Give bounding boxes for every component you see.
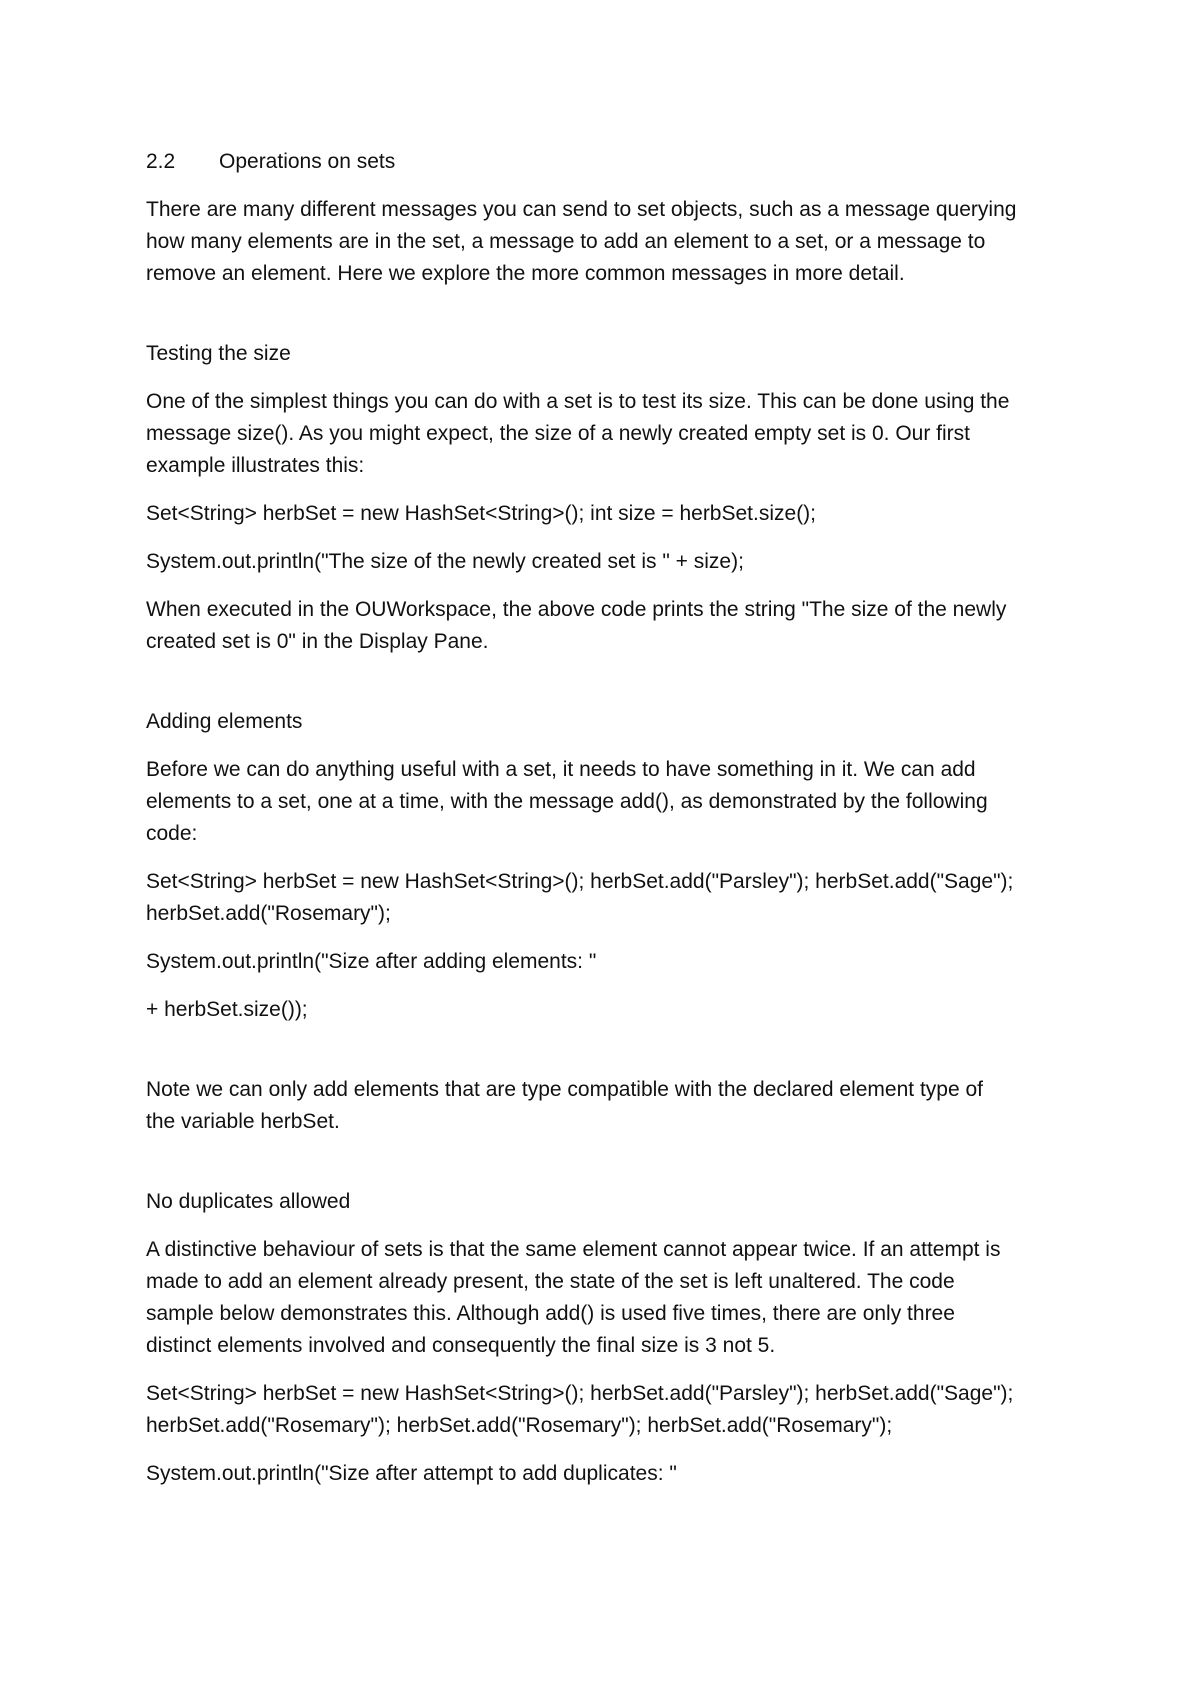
subheading-adding-elements: Adding elements	[146, 710, 303, 733]
subheading-no-duplicates: No duplicates allowed	[146, 1190, 351, 1213]
code-line: herbSet.add("Rosemary");	[146, 902, 391, 925]
intro-paragraph	[146, 194, 1071, 290]
paragraph-line: the variable herbSet.	[146, 1110, 340, 1133]
paragraph-line: example illustrates this:	[146, 454, 365, 477]
subheading-testing-size: Testing the size	[146, 342, 291, 365]
adding-code-block	[146, 866, 1071, 930]
paragraph-line: A distinctive behaviour of sets is that the same element cannot appear twice. If an attempt is	[146, 1238, 1001, 1261]
paragraph-line: elements to a set, one at a time, with the message add(), as demonstrated by the following	[146, 790, 988, 813]
section-title: Operations on sets	[219, 150, 396, 173]
adding-paragraph	[146, 754, 1071, 850]
section-heading	[146, 146, 1071, 178]
code-line: Set<String> herbSet = new HashSet<String>(); int size = herbSet.size();	[146, 502, 817, 525]
testing-size-result-paragraph	[146, 594, 1071, 658]
paragraph-line: distinct elements involved and consequently the final size is 3 not 5.	[146, 1334, 776, 1357]
paragraph-line: One of the simplest things you can do with a set is to test its size. This can be done using the	[146, 390, 1010, 413]
duplicates-code-block	[146, 1378, 1071, 1442]
paragraph-line: created set is 0" in the Display Pane.	[146, 630, 489, 653]
code-line: System.out.println("The size of the newly created set is " + size);	[146, 550, 744, 573]
code-line: System.out.println("Size after adding elements: "	[146, 950, 597, 973]
page-content	[146, 146, 1071, 1490]
paragraph-line: Note we can only add elements that are type compatible with the declared element type of	[146, 1078, 983, 1101]
code-line: Set<String> herbSet = new HashSet<String>(); herbSet.add("Parsley"); herbSet.add("Sage");	[146, 1382, 1014, 1405]
section-number: 2.2	[146, 150, 176, 173]
paragraph-line: made to add an element already present, the state of the set is left unaltered. The code	[146, 1270, 955, 1293]
paragraph-line: remove an element. Here we explore the more common messages in more detail.	[146, 262, 905, 285]
code-line: System.out.println("Size after attempt to add duplicates: "	[146, 1462, 677, 1485]
paragraph-line: Before we can do anything useful with a set, it needs to have something in it. We can add	[146, 758, 976, 781]
code-line: Set<String> herbSet = new HashSet<String>(); herbSet.add("Parsley"); herbSet.add("Sage");	[146, 870, 1014, 893]
testing-size-paragraph	[146, 386, 1071, 482]
paragraph-line: message size(). As you might expect, the size of a newly created empty set is 0. Our first	[146, 422, 971, 445]
paragraph-line: how many elements are in the set, a message to add an element to a set, or a message to	[146, 230, 986, 253]
paragraph-line: When executed in the OUWorkspace, the above code prints the string "The size of the newly	[146, 598, 1007, 621]
paragraph-line: sample below demonstrates this. Although add() is used five times, there are only three	[146, 1302, 955, 1325]
code-line: + herbSet.size());	[146, 998, 308, 1021]
paragraph-line: code:	[146, 822, 198, 845]
adding-note-paragraph	[146, 1074, 1071, 1138]
code-line: herbSet.add("Rosemary"); herbSet.add("Rosemary"); herbSet.add("Rosemary");	[146, 1414, 893, 1437]
paragraph-line: There are many different messages you can send to set objects, such as a message querying	[146, 198, 1017, 221]
duplicates-paragraph	[146, 1234, 1071, 1362]
